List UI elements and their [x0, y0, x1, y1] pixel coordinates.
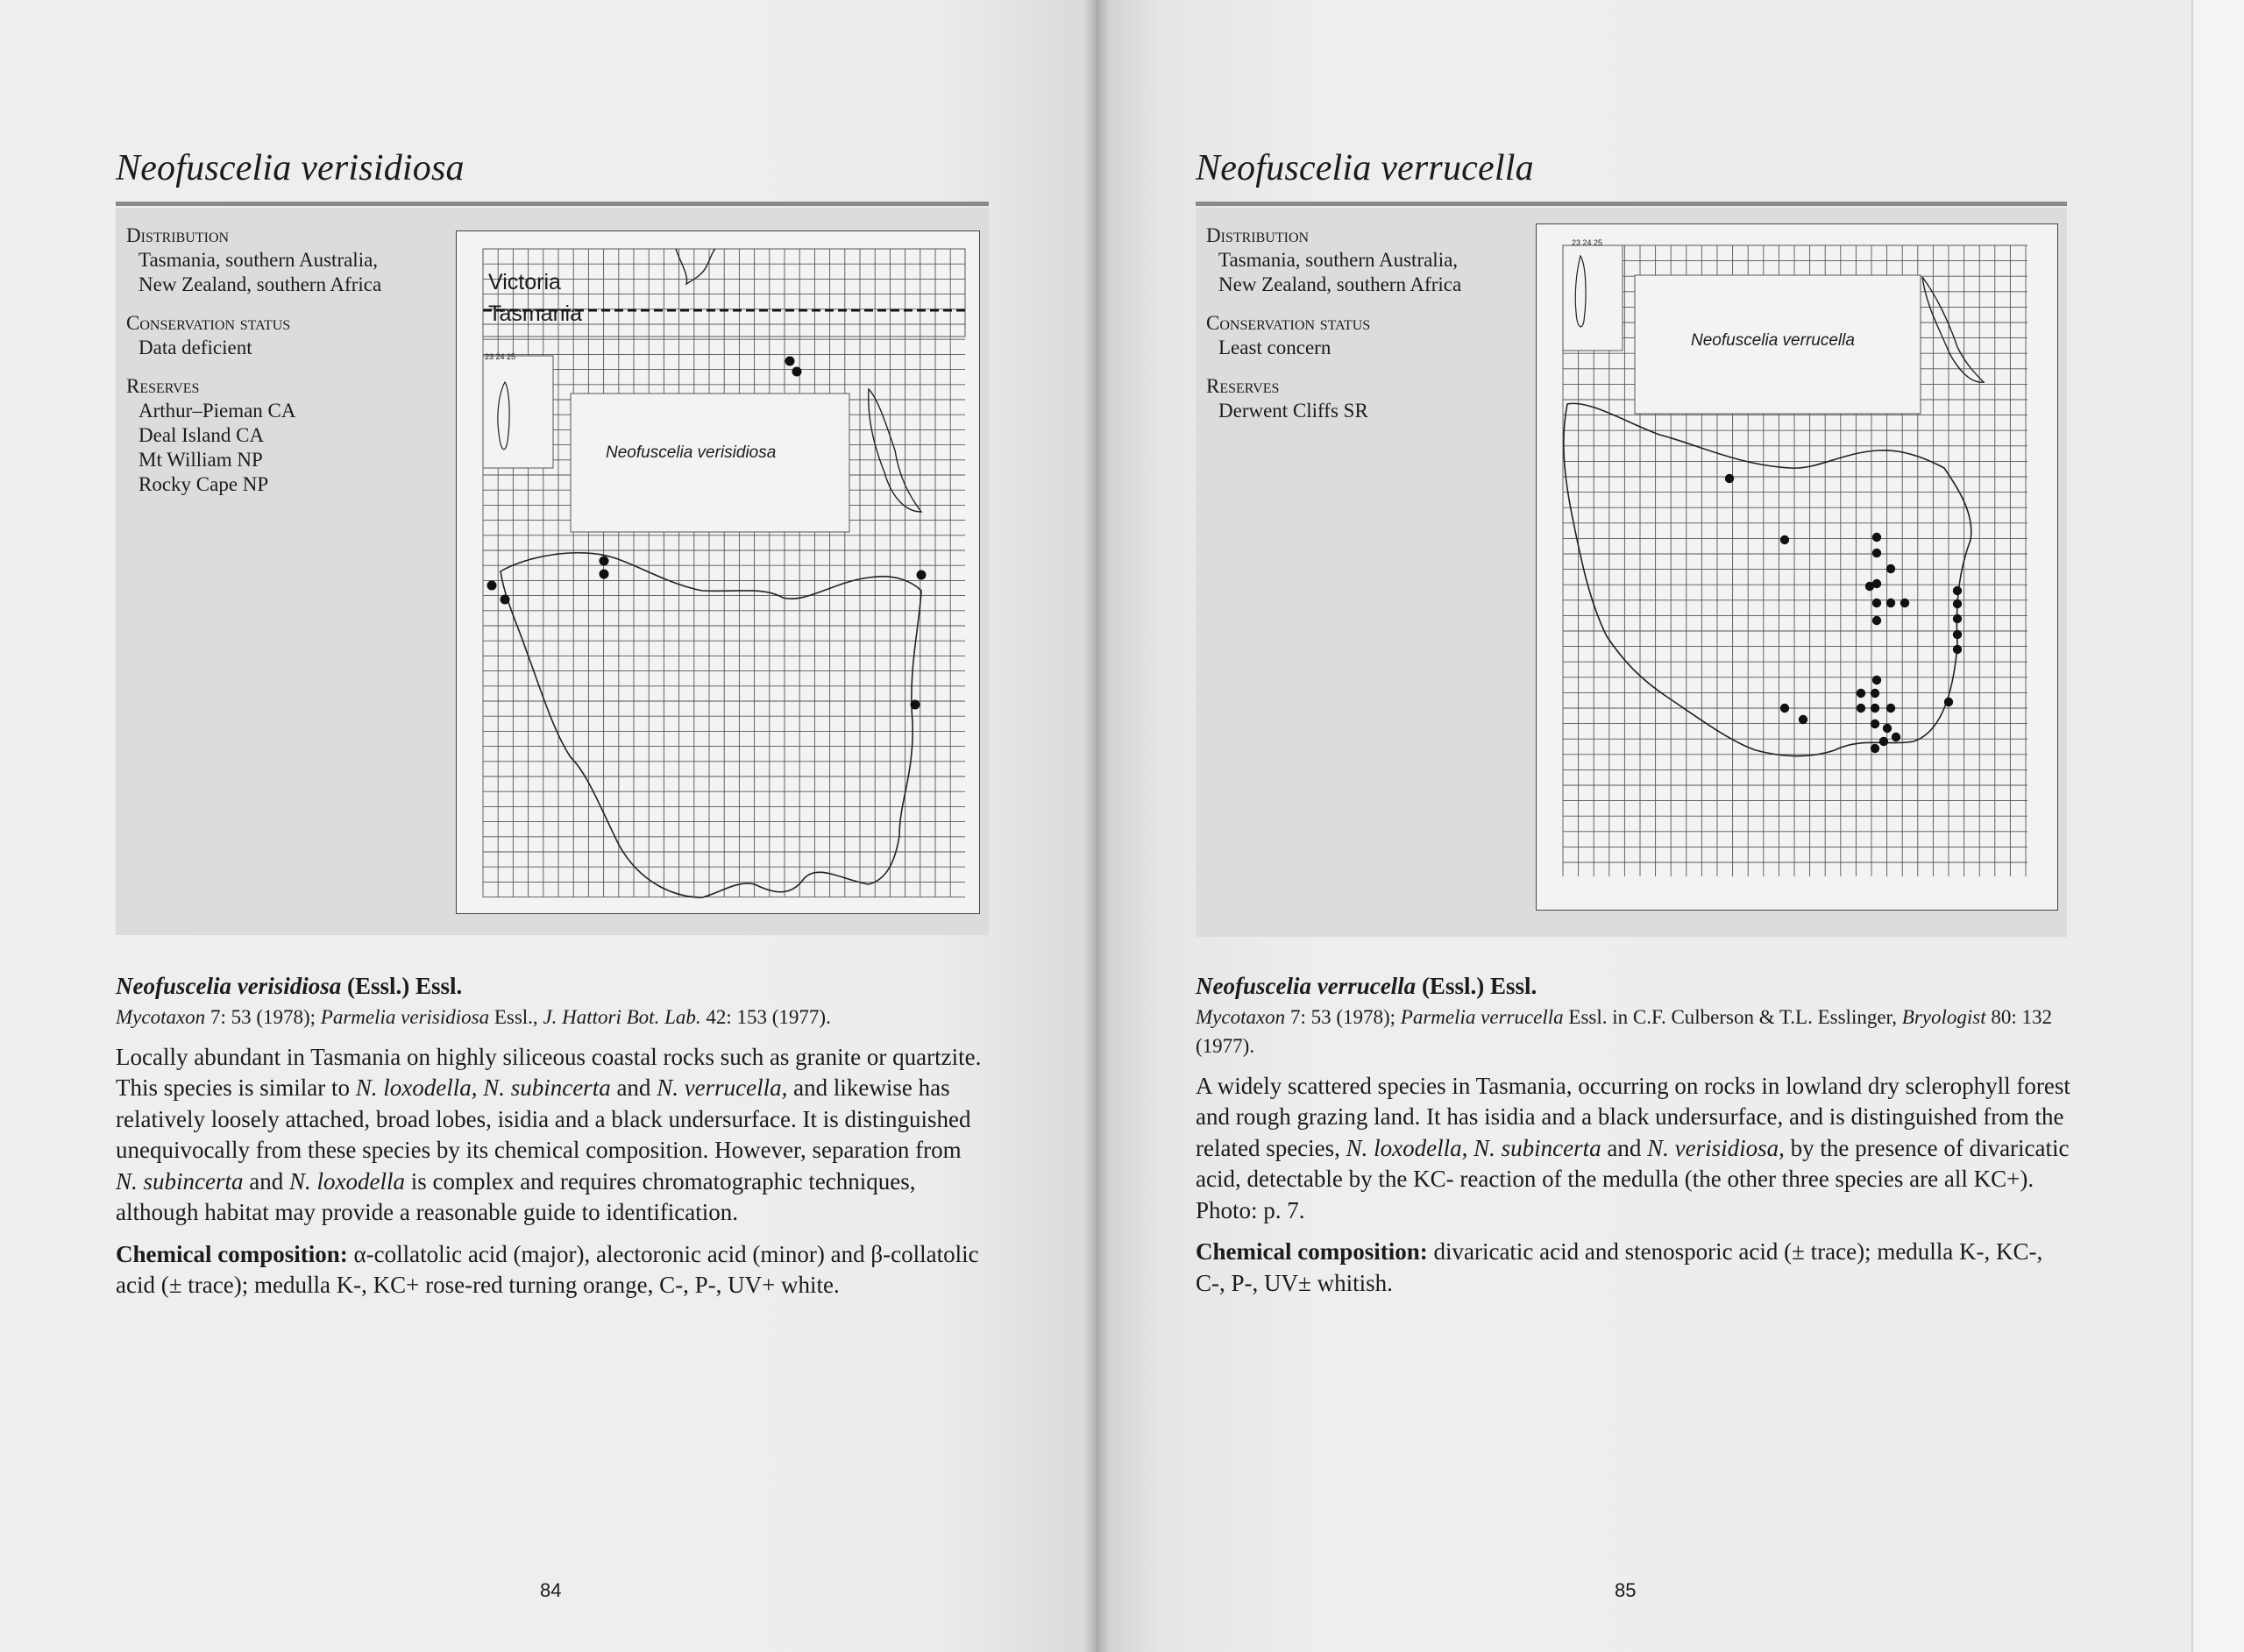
species-text — [116, 971, 984, 1312]
conservation-value: Least concern — [1218, 337, 1331, 358]
record-dot — [1871, 720, 1879, 728]
reserves-heading: Reserves — [126, 375, 200, 397]
authority-name: Neofuscelia verisidiosa — [116, 973, 342, 999]
record-dot — [1871, 704, 1879, 713]
record-dot — [1871, 689, 1879, 698]
chemistry-text: α-collatolic acid (major), alectoronic acid (minor) and β-collatolic acid (± trace); medulla K-, KC+ rose-red turning orange, C-, P-, UV+ white. — [116, 1240, 979, 1298]
description-text: and — [243, 1167, 289, 1195]
authority-line — [1196, 971, 2072, 1003]
authority-author: (Essl.) Essl. — [1421, 973, 1537, 999]
reserve-item: Arthur–Pieman CA — [138, 400, 296, 422]
description-text: Locally abundant in Tasmania on highly siliceous coastal rocks such as granite or quartzite. This species is similar to — [116, 1043, 982, 1101]
taxon-name: N. loxodella, N. subincerta — [355, 1074, 611, 1101]
record-dot — [1871, 744, 1879, 753]
record-dot — [1953, 630, 1962, 639]
distribution-line: New Zealand, southern Africa — [138, 273, 382, 295]
record-dot — [917, 571, 927, 580]
record-dot — [600, 570, 609, 579]
right-page — [1096, 0, 2233, 1652]
reference-line — [1196, 1003, 2072, 1060]
sidebar-info — [1206, 223, 1530, 423]
ref-text: Essl., — [489, 1005, 543, 1028]
inset-axis-label: 23 24 25 — [485, 352, 516, 361]
record-dot — [1725, 474, 1734, 483]
island-outline — [1922, 277, 1984, 382]
distribution-map — [456, 230, 980, 914]
record-dot — [1886, 599, 1895, 607]
record-dot — [1953, 586, 1962, 595]
species-title: Neofuscelia verisidiosa — [116, 148, 465, 188]
reserves-heading: Reserves — [1206, 375, 1280, 397]
ref-journal: Mycotaxon — [1196, 1005, 1286, 1028]
label-box — [571, 394, 849, 532]
conservation-heading: Conservation status — [1206, 312, 1371, 334]
title-rule — [1196, 202, 2067, 206]
island-outline — [869, 389, 921, 512]
page-number: 85 — [1615, 1579, 1637, 1601]
species-title: Neofuscelia verrucella — [1196, 148, 1534, 188]
record-dot — [1883, 724, 1892, 733]
ref-basionym: Parmelia verisidiosa — [320, 1005, 490, 1028]
record-dot — [1944, 698, 1953, 706]
description-text: by the presence of divaricatic acid, detectable by the KC- reaction of the medulla (the other three species are all KC+). Photo: p. 7. — [1196, 1134, 2070, 1223]
description-text: A widely scattered species in Tasmania, occurring on rocks in lowland dry sclerophyll forest and rough grazing land. It has isidia and a black undersurface, and is distinguished from the related species, — [1196, 1072, 2070, 1161]
record-dot — [1886, 704, 1895, 713]
chemistry-label: Chemical composition: — [1196, 1238, 1428, 1265]
record-dot — [1872, 616, 1881, 625]
left-page — [0, 0, 1096, 1652]
record-dot — [1799, 715, 1807, 724]
book-gutter — [1083, 0, 1110, 1652]
map-grid-svg — [1537, 224, 2057, 910]
sidebar-info — [126, 223, 451, 497]
chemistry-text: divaricatic acid and stenosporic acid (± trace); medulla K-, KC-, C-, P-, UV± whitish. — [1196, 1238, 2043, 1296]
description-text: is complex and requires chromatographic techniques, although habitat may provide a reasonable guide to identification. — [116, 1167, 916, 1225]
record-dot — [792, 367, 802, 377]
record-dot — [600, 557, 609, 566]
record-dot — [1872, 676, 1881, 684]
description-paragraph — [116, 1042, 984, 1229]
map-grid-svg — [457, 231, 979, 913]
record-dot — [911, 700, 920, 710]
reserve-item: Derwent Cliffs SR — [1218, 400, 1368, 422]
ref-basionym: Parmelia verrucella — [1400, 1005, 1564, 1028]
record-dot — [1872, 533, 1881, 542]
distribution-line: Tasmania, southern Australia, — [138, 249, 379, 271]
ref-text: Essl. in C.F. Culberson & T.L. Esslinger, — [1563, 1005, 1902, 1028]
distribution-line: Tasmania, southern Australia, — [1218, 249, 1459, 271]
map-grid — [483, 249, 965, 897]
ref-text: 80: 132 (1977). — [1196, 1005, 2053, 1057]
record-dot — [1857, 689, 1865, 698]
reference-line — [116, 1003, 984, 1032]
taxon-name: N. loxodella — [288, 1167, 405, 1195]
record-dot — [1872, 579, 1881, 588]
inset-box — [1563, 245, 1623, 351]
record-dot — [487, 581, 497, 591]
reserve-item: Mt William NP — [138, 449, 263, 471]
record-dot — [1886, 564, 1895, 573]
distribution-map — [1536, 223, 2058, 911]
species-text — [1196, 971, 2072, 1309]
distribution-line: New Zealand, southern Africa — [1218, 273, 1462, 295]
record-dot — [1892, 733, 1900, 741]
info-panel — [1196, 208, 2067, 937]
inset-box — [483, 356, 553, 468]
taxon-name: N. verrucella, — [657, 1074, 788, 1101]
description-text: and — [1601, 1134, 1648, 1161]
ref-text: 7: 53 (1978); — [205, 1005, 321, 1028]
description-text: and likewise has relatively loosely attached, broad lobes, isidia and a black undersurface. It is distinguished unequivocally from these species by its chemical composition. However, separation from — [116, 1074, 971, 1163]
ref-text: 7: 53 (1978); — [1285, 1005, 1401, 1028]
victoria-label: Victoria — [488, 270, 561, 294]
record-dot — [785, 357, 795, 366]
description-paragraph — [1196, 1071, 2072, 1227]
page-edge — [2191, 0, 2244, 1652]
record-dot — [1953, 645, 1962, 654]
record-dot — [1872, 599, 1881, 607]
map-species-label: Neofuscelia verisidiosa — [606, 443, 777, 462]
tasmania-label: Tasmania — [488, 301, 582, 326]
reserve-item: Rocky Cape NP — [138, 473, 269, 495]
taxon-name: N. loxodella, N. subincerta — [1346, 1134, 1601, 1161]
record-dot — [501, 595, 510, 605]
record-dot — [1780, 535, 1789, 544]
page-number: 84 — [540, 1579, 562, 1601]
tasmania-outline — [501, 553, 921, 897]
ref-journal: Mycotaxon — [116, 1005, 206, 1028]
info-panel — [116, 208, 989, 935]
reserve-item: Deal Island CA — [138, 424, 265, 446]
conservation-value: Data deficient — [138, 337, 252, 358]
distribution-heading: Distribution — [126, 224, 230, 246]
chemistry-paragraph — [116, 1239, 984, 1301]
taxon-name: N. subincerta — [116, 1167, 244, 1195]
authority-author: (Essl.) Essl. — [346, 973, 463, 999]
record-dot — [1953, 614, 1962, 623]
conservation-heading: Conservation status — [126, 312, 291, 334]
inset-axis-label: 23 24 25 — [1572, 238, 1603, 247]
authority-name: Neofuscelia verrucella — [1196, 973, 1417, 999]
record-dot — [1780, 704, 1789, 713]
ref-journal: J. Hattori Bot. Lab. — [543, 1005, 701, 1028]
record-dot — [1879, 737, 1888, 746]
taxon-name: N. verisidiosa, — [1647, 1134, 1785, 1161]
ref-text: 42: 153 (1977). — [700, 1005, 831, 1028]
authority-line — [116, 971, 984, 1003]
title-rule — [116, 202, 989, 206]
record-dot — [1953, 599, 1962, 608]
record-dot — [1900, 599, 1909, 607]
distribution-heading: Distribution — [1206, 224, 1310, 246]
ref-journal: Bryologist — [1901, 1005, 1986, 1028]
map-species-label: Neofuscelia verrucella — [1691, 331, 1855, 350]
chemistry-label: Chemical composition: — [116, 1240, 348, 1267]
record-dot — [1857, 704, 1865, 713]
description-text: and — [610, 1074, 657, 1101]
chemistry-paragraph — [1196, 1237, 2072, 1299]
record-dot — [1872, 549, 1881, 557]
